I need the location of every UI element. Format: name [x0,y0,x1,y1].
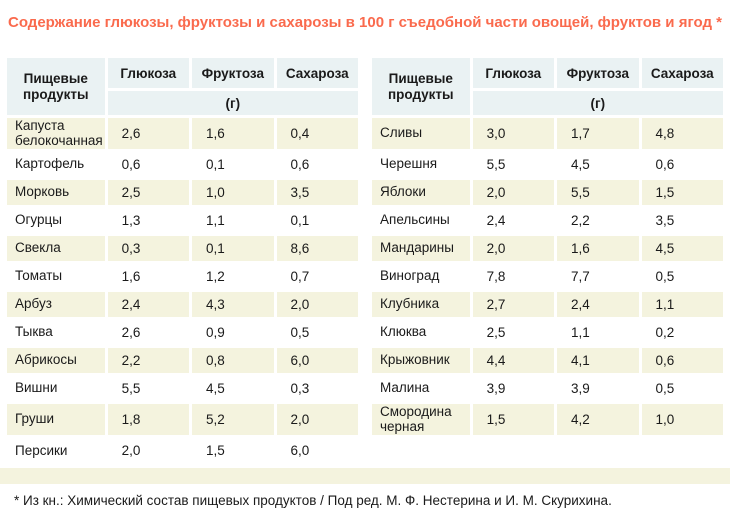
table-gap [361,348,369,373]
header-products-left: Пищевые продукты [7,58,105,115]
product-cell: Мандарины [372,236,470,261]
product-cell: Персики [15,442,68,458]
product-cell: Яблоки [372,180,470,205]
value-cell: 4,5 [642,236,724,261]
value-cell: 4,5 [571,157,590,173]
product-cell: Огурцы [15,212,62,228]
table-gap [361,438,369,463]
value-cell: 5,5 [121,381,141,397]
table-body [7,118,723,463]
value-cell: 2,0 [277,292,358,317]
table-row [7,376,723,401]
table-row [7,118,723,149]
product-cell [372,438,470,463]
value-cell: 0,9 [206,325,225,341]
table-gap [361,292,369,317]
value-cell: 2,0 [121,443,141,459]
value-cell: 2,6 [121,325,141,341]
value-cell: 0,6 [290,157,310,173]
value-cell: 1,1 [206,213,225,229]
product-cell: Крыжовник [372,348,470,373]
value-cell: 1,8 [108,404,189,435]
product-cell: Груши [7,404,105,435]
value-cell [557,438,638,463]
value-cell: 1,0 [642,404,724,435]
value-cell: 4,4 [473,348,554,373]
product-cell: Морковь [7,180,105,205]
value-cell: 7,8 [486,269,506,285]
table-row [7,438,723,463]
value-cell: 1,3 [121,213,141,229]
value-cell: 3,9 [571,381,590,397]
table-row [7,180,723,205]
table-row [7,152,723,177]
value-cell: 1,5 [473,404,554,435]
page-title: Содержание глюкозы, фруктозы и сахарозы в 100 г съедобной части овощей, фруктов и ягод * [8,14,722,31]
value-cell: 4,1 [557,348,638,373]
product-cell: Сливы [372,118,470,149]
table-row [7,404,723,435]
product-cell: Клубника [372,292,470,317]
table-gap [361,320,369,345]
header-glucose-right: Глюкоза [473,58,554,88]
header-unit-right: (г) [473,91,723,115]
value-cell: 1,5 [206,443,225,459]
table-header [7,58,723,115]
table-gap [361,152,369,177]
value-cell: 0,5 [290,325,310,341]
header-fructose-right: Фруктоза [557,58,638,88]
value-cell: 3,5 [277,180,358,205]
value-cell: 1,7 [557,118,638,149]
product-cell: Малина [380,380,430,396]
value-cell: 3,0 [473,118,554,149]
value-cell: 1,0 [192,180,273,205]
table-row [7,320,723,345]
value-cell: 0,1 [192,236,273,261]
value-cell: 0,3 [290,381,310,397]
value-cell: 2,0 [277,404,358,435]
header-sucrose-right: Сахароза [642,58,724,88]
value-cell: 0,6 [121,157,141,173]
value-cell: 6,0 [290,443,310,459]
value-cell: 0,1 [290,213,310,229]
value-cell: 5,5 [557,180,638,205]
footnote: * Из кн.: Химический состав пищевых продуктов / Под ред. М. Ф. Нестерина и И. М. Скурихина. [14,493,612,508]
value-cell: 0,4 [277,118,358,149]
header-products-right: Пищевые продукты [372,58,470,115]
table-gap [361,404,369,435]
product-cell: Тыква [15,324,53,340]
product-cell: Черешня [380,156,438,172]
table-row [7,348,723,373]
product-cell: Вишни [15,380,58,396]
value-cell: 3,9 [486,381,506,397]
value-cell: 2,5 [108,180,189,205]
product-cell: Апельсины [380,212,450,228]
header-glucose-left: Глюкоза [108,58,189,88]
product-cell: Арбуз [7,292,105,317]
value-cell: 5,5 [486,157,506,173]
value-cell: 4,8 [642,118,724,149]
value-cell: 0,1 [206,157,225,173]
value-cell: 2,5 [486,325,506,341]
table-gap [361,376,369,401]
product-cell: Свекла [7,236,105,261]
value-cell [473,438,554,463]
table-gap [361,264,369,289]
value-cell: 4,3 [192,292,273,317]
value-cell: 2,0 [473,180,554,205]
value-cell: 1,5 [642,180,724,205]
value-cell: 2,4 [108,292,189,317]
table-gap [361,180,369,205]
table-row [7,264,723,289]
header-unit-left: (г) [108,91,358,115]
value-cell: 2,0 [473,236,554,261]
value-cell [642,438,724,463]
table-gap [361,236,369,261]
value-cell: 0,2 [655,325,675,341]
value-cell: 1,1 [642,292,724,317]
value-cell: 1,6 [192,118,273,149]
value-cell: 1,6 [121,269,141,285]
header-fructose-left: Фруктоза [192,58,273,88]
product-cell: Картофель [15,156,85,172]
value-cell: 6,0 [277,348,358,373]
value-cell: 2,2 [108,348,189,373]
table-gap [361,118,369,149]
value-cell: 7,7 [571,269,590,285]
value-cell: 1,1 [571,325,590,341]
value-cell: 0,8 [192,348,273,373]
value-cell: 0,7 [290,269,310,285]
header-sucrose-left: Сахароза [277,58,358,88]
product-cell: Виноград [380,268,440,284]
value-cell: 4,2 [557,404,638,435]
product-cell: Томаты [15,268,63,284]
bottom-strip [0,468,730,484]
value-cell: 3,5 [655,213,675,229]
table-row [7,292,723,317]
product-cell: Капуста белокочанная [7,118,105,149]
nutrition-table [4,55,726,466]
product-cell: Клюква [380,324,427,340]
value-cell: 0,6 [642,348,724,373]
value-cell: 2,2 [571,213,590,229]
product-cell: Абрикосы [7,348,105,373]
value-cell: 8,6 [277,236,358,261]
value-cell: 0,5 [655,381,675,397]
value-cell: 2,4 [486,213,506,229]
value-cell: 1,6 [557,236,638,261]
value-cell: 2,7 [473,292,554,317]
table-gap [361,208,369,233]
value-cell: 0,6 [655,157,675,173]
value-cell: 1,2 [206,269,225,285]
value-cell: 5,2 [192,404,273,435]
value-cell: 4,5 [206,381,225,397]
value-cell: 2,4 [557,292,638,317]
table-row [7,236,723,261]
value-cell: 0,3 [108,236,189,261]
value-cell: 0,5 [655,269,675,285]
product-cell: Смородина черная [372,404,470,435]
value-cell: 2,6 [108,118,189,149]
table-gap [361,58,369,115]
table-row [7,208,723,233]
